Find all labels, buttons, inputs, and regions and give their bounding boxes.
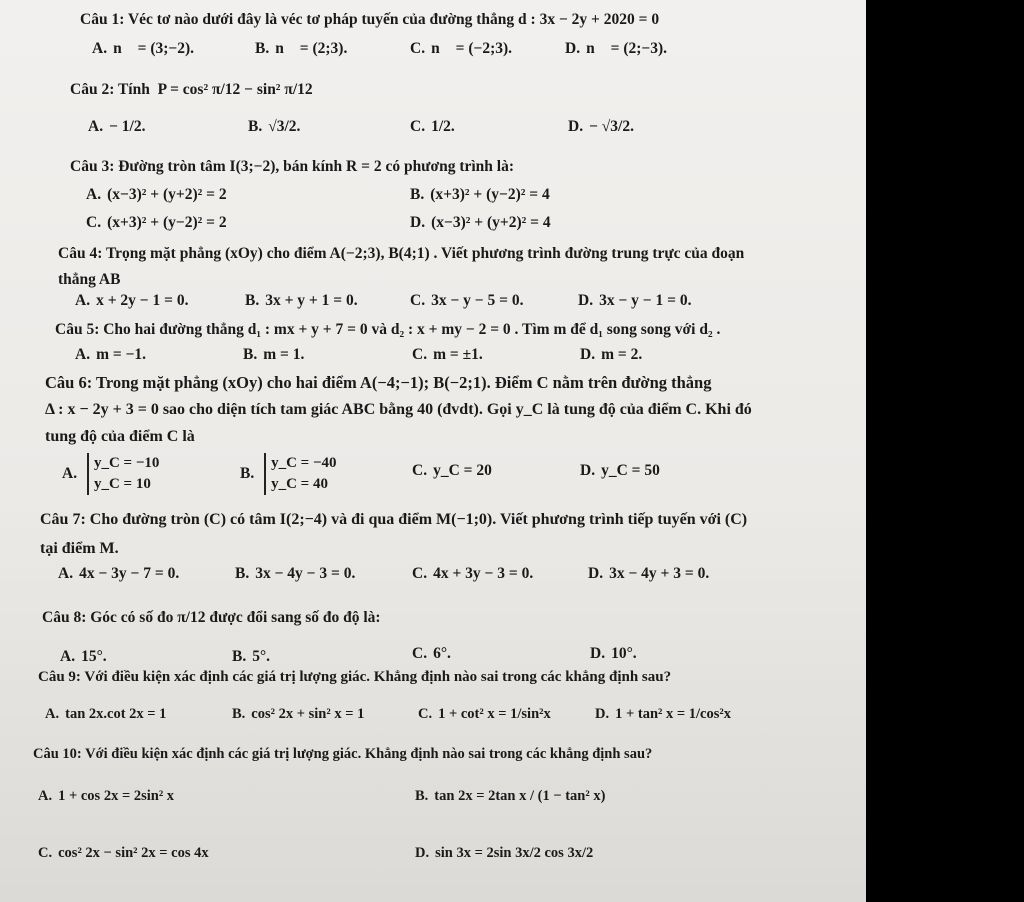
q3-option-a[interactable]: A. (x−3)² + (y+2)² = 2 [86, 186, 227, 203]
question-6-cont2: tung độ của điểm C là [45, 428, 195, 445]
q4-option-b[interactable]: B. 3x + y + 1 = 0. [245, 292, 358, 309]
q2-option-a[interactable]: A. − 1/2. [88, 118, 146, 135]
q5-option-a[interactable]: A. m = −1. [75, 346, 147, 363]
q2-option-c[interactable]: C. 1/2. [410, 118, 455, 135]
q2-option-b[interactable]: B. √3/2. [248, 118, 301, 135]
q8-option-c[interactable]: C. 6°. [412, 645, 451, 662]
q10-option-d[interactable]: D. sin 3x = 2sin 3x/2 cos 3x/2 [415, 845, 594, 861]
question-5: Câu 5: Cho hai đường thẳng d₁ : mx + y + 7 = 0 và d₂ : x + my − 2 = 0 . Tìm m để d₁ song song với d₂ . [55, 321, 721, 338]
question-9: Câu 9: Với điều kiện xác định các giá trị lượng giác. Khẳng định nào sai trong các khẳng định sau? [38, 669, 672, 685]
q7-option-d[interactable]: D. 3x − 4y + 3 = 0. [588, 565, 710, 582]
q6-option-d[interactable]: D. y_C = 50 [580, 462, 660, 479]
question-7-cont: tại điểm M. [40, 540, 119, 557]
q7-option-b[interactable]: B. 3x − 4y − 3 = 0. [235, 565, 356, 582]
question-7: Câu 7: Cho đường tròn (C) có tâm I(2;−4) và đi qua điểm M(−1;0). Viết phương trình tiếp tuyến với (C) [40, 511, 748, 528]
question-4: Câu 4: Trọng mặt phẳng (xOy) cho điểm A(−2;3), B(4;1) . Viết phương trình đường trung trực của đoạn [58, 245, 745, 262]
q8-option-d[interactable]: D. 10°. [590, 645, 637, 662]
q1-option-c[interactable]: C. n⃗ = (−2;3). [410, 40, 513, 57]
q6-option-b[interactable]: B. y_C = −40 y_C = 40 [240, 453, 337, 495]
q10-option-b[interactable]: B. tan 2x = 2tan x / (1 − tan² x) [415, 788, 606, 804]
q10-option-c[interactable]: C. cos² 2x − sin² 2x = cos 4x [38, 845, 209, 861]
q1-option-d[interactable]: D. n⃗ = (2;−3). [565, 40, 668, 57]
q1-option-b[interactable]: B. n⃗ = (2;3). [255, 40, 348, 57]
q9-option-c[interactable]: C. 1 + cot² x = 1/sin²x [418, 706, 551, 722]
q2-option-d[interactable]: D. − √3/2. [568, 118, 634, 135]
q9-option-b[interactable]: B. cos² 2x + sin² x = 1 [232, 706, 365, 722]
q6-a-system: y_C = −10 y_C = 10 [87, 453, 159, 495]
q9-option-a[interactable]: A. tan 2x.cot 2x = 1 [45, 706, 167, 722]
q3-option-d[interactable]: D. (x−3)² + (y+2)² = 4 [410, 214, 551, 231]
q7-option-a[interactable]: A. 4x − 3y − 7 = 0. [58, 565, 180, 582]
q5-option-d[interactable]: D. m = 2. [580, 346, 643, 363]
q4-option-c[interactable]: C. 3x − y − 5 = 0. [410, 292, 524, 309]
dark-background-edge [866, 0, 1024, 902]
question-2: Câu 2: Tính P = cos² π/12 − sin² π/12 [70, 81, 313, 98]
q7-option-c[interactable]: C. 4x + 3y − 3 = 0. [412, 565, 534, 582]
q8-option-a[interactable]: A. 15°. [60, 648, 107, 665]
question-10: Câu 10: Với điều kiện xác định các giá trị lượng giác. Khẳng định nào sai trong các khẳng định sau? [33, 746, 653, 762]
q8-option-b[interactable]: B. 5°. [232, 648, 271, 665]
question-3: Câu 3: Đường tròn tâm I(3;−2), bán kính R = 2 có phương trình là: [70, 158, 514, 175]
q10-option-a[interactable]: A. 1 + cos 2x = 2sin² x [38, 788, 175, 804]
question-6: Câu 6: Trong mặt phẳng (xOy) cho hai điểm A(−4;−1); B(−2;1). Điểm C nằm trên đường thẳng [45, 373, 712, 392]
q5-option-c[interactable]: C. m = ±1. [412, 346, 483, 363]
question-8: Câu 8: Góc có số đo π/12 được đổi sang số đo độ là: [42, 609, 381, 626]
q5-option-b[interactable]: B. m = 1. [243, 346, 305, 363]
q3-option-b[interactable]: B. (x+3)² + (y−2)² = 4 [410, 186, 550, 203]
question-4-cont: thẳng AB [58, 271, 121, 288]
q1-option-a[interactable]: A. n⃗ = (3;−2). [92, 40, 195, 57]
q4-option-d[interactable]: D. 3x − y − 1 = 0. [578, 292, 692, 309]
q4-option-a[interactable]: A. x + 2y − 1 = 0. [75, 292, 189, 309]
question-1: Câu 1: Véc tơ nào dưới đây là véc tơ pháp tuyến của đường thẳng d : 3x − 2y + 2020 = 0 [80, 11, 660, 28]
q3-option-c[interactable]: C. (x+3)² + (y−2)² = 2 [86, 214, 227, 231]
q6-option-c[interactable]: C. y_C = 20 [412, 462, 492, 479]
q6-option-a[interactable]: A. y_C = −10 y_C = 10 [62, 453, 159, 495]
q2-expression: P = cos² π/12 − sin² π/12 [157, 81, 313, 98]
question-6-cont: Δ : x − 2y + 3 = 0 sao cho diện tích tam giác ABC bằng 40 (đvdt). Gọi y_C là tung độ của điểm C. Khi đó [45, 401, 752, 418]
q9-option-d[interactable]: D. 1 + tan² x = 1/cos²x [595, 706, 731, 722]
q6-b-system: y_C = −40 y_C = 40 [264, 453, 336, 495]
